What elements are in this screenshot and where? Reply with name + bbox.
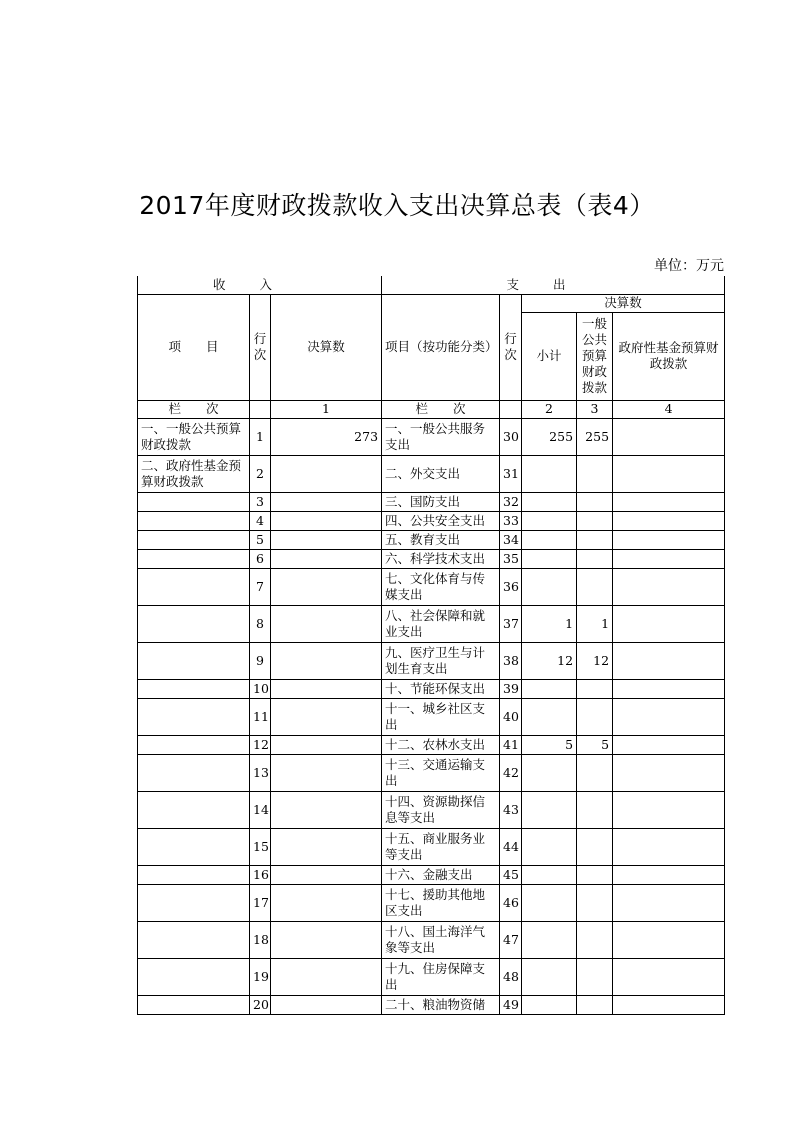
- expense-header: 支出: [382, 276, 725, 294]
- line-no-cell: 18: [250, 921, 271, 958]
- amount-cell: [271, 921, 382, 958]
- income-item-cell: [138, 828, 250, 865]
- amount-cell: [271, 754, 382, 791]
- line-no2-cell: 41: [500, 735, 522, 754]
- subtotal-cell: 1: [522, 605, 577, 642]
- table-row: [138, 492, 725, 511]
- line-no-cell: 15: [250, 828, 271, 865]
- column-header-row-1: [138, 294, 725, 312]
- line-no-cell: 10: [250, 679, 271, 698]
- general-budget-cell: [577, 698, 613, 735]
- amount-cell: [271, 642, 382, 679]
- subtotal-cell: [522, 828, 577, 865]
- line-no-cell: 7: [250, 568, 271, 605]
- amount-cell: [271, 549, 382, 568]
- subtotal-cell: [522, 754, 577, 791]
- line-no-header: 行次: [250, 294, 271, 400]
- line-no-cell: 4: [250, 511, 271, 530]
- table-row: [138, 958, 725, 995]
- income-item-cell: 一、一般公共预算财政拨款: [138, 418, 250, 455]
- subtotal-cell: [522, 921, 577, 958]
- expense-item-cell: 七、文化体育与传媒支出: [382, 568, 500, 605]
- expense-item-cell: 五、教育支出: [382, 530, 500, 549]
- line-no2-cell: 33: [500, 511, 522, 530]
- line-no2-cell: 39: [500, 679, 522, 698]
- fund-budget-cell: [613, 735, 725, 754]
- general-budget-cell: [577, 754, 613, 791]
- income-item-cell: [138, 791, 250, 828]
- column-label: 栏 次: [138, 400, 250, 418]
- line-no-cell: 19: [250, 958, 271, 995]
- income-item-cell: [138, 568, 250, 605]
- line-no2-cell: 45: [500, 865, 522, 884]
- column-number-row: [138, 400, 725, 418]
- line-no2-cell: 35: [500, 549, 522, 568]
- amount-cell: [271, 791, 382, 828]
- general-budget-cell: [577, 530, 613, 549]
- subtotal-cell: [522, 530, 577, 549]
- line-no2-cell: 37: [500, 605, 522, 642]
- line-no-cell: 8: [250, 605, 271, 642]
- line-no-cell: 3: [250, 492, 271, 511]
- subtotal-cell: [522, 884, 577, 921]
- general-budget-cell: 12: [577, 642, 613, 679]
- subtotal-cell: [522, 995, 577, 1014]
- expense-item-cell: 二、外交支出: [382, 455, 500, 492]
- subtotal-cell: [522, 492, 577, 511]
- expense-item-cell: 十六、金融支出: [382, 865, 500, 884]
- fund-budget-cell: [613, 530, 725, 549]
- line-no-cell: 5: [250, 530, 271, 549]
- general-budget-cell: [577, 958, 613, 995]
- func-item-header: 项目（按功能分类）: [382, 294, 500, 400]
- subtotal-cell: 12: [522, 642, 577, 679]
- subtotal-cell: [522, 455, 577, 492]
- table-row: [138, 698, 725, 735]
- fund-budget-cell: [613, 418, 725, 455]
- table-row: [138, 530, 725, 549]
- table-row: [138, 735, 725, 754]
- column-number-4: 4: [613, 400, 725, 418]
- amount-cell: [271, 511, 382, 530]
- income-item-cell: 二、政府性基金预算财政拨款: [138, 455, 250, 492]
- column-number-3: 3: [577, 400, 613, 418]
- line-no-cell: 2: [250, 455, 271, 492]
- table-row: [138, 921, 725, 958]
- line-no2-cell: 32: [500, 492, 522, 511]
- fund-budget-cell: [613, 958, 725, 995]
- expense-item-cell: 十一、城乡社区支出: [382, 698, 500, 735]
- table-row: [138, 511, 725, 530]
- amount-cell: [271, 995, 382, 1014]
- amount-cell: [271, 735, 382, 754]
- budget-table: [137, 276, 725, 1015]
- fund-budget-cell: [613, 605, 725, 642]
- table-row: [138, 995, 725, 1014]
- line-no2-cell: 38: [500, 642, 522, 679]
- income-item-cell: [138, 549, 250, 568]
- column-number-2: 2: [522, 400, 577, 418]
- line-no-cell: 17: [250, 884, 271, 921]
- line-no-cell: 14: [250, 791, 271, 828]
- amount-cell: [271, 958, 382, 995]
- income-item-cell: [138, 530, 250, 549]
- subtotal-cell: [522, 865, 577, 884]
- expense-item-cell: 十七、援助其他地区支出: [382, 884, 500, 921]
- income-item-cell: [138, 492, 250, 511]
- income-item-cell: [138, 921, 250, 958]
- general-budget-cell: [577, 492, 613, 511]
- income-item-cell: [138, 735, 250, 754]
- fund-budget-cell: [613, 791, 725, 828]
- line-no2-cell: 49: [500, 995, 522, 1014]
- general-budget-cell: [577, 679, 613, 698]
- fund-budget-cell: [613, 568, 725, 605]
- general-budget-cell: [577, 884, 613, 921]
- table-row: [138, 791, 725, 828]
- table-row: [138, 605, 725, 642]
- income-item-cell: [138, 679, 250, 698]
- income-item-cell: [138, 865, 250, 884]
- subtotal-cell: 255: [522, 418, 577, 455]
- income-item-cell: [138, 884, 250, 921]
- line-no2-cell: 43: [500, 791, 522, 828]
- section-header-row: [138, 276, 725, 294]
- line-no2-cell: 46: [500, 884, 522, 921]
- line-no-cell: 6: [250, 549, 271, 568]
- amount-cell: [271, 568, 382, 605]
- fund-budget-cell: [613, 698, 725, 735]
- line-no2-cell: 36: [500, 568, 522, 605]
- general-budget-cell: 255: [577, 418, 613, 455]
- amount-header: 决算数: [271, 294, 382, 400]
- line-no2-cell: 48: [500, 958, 522, 995]
- fund-budget-cell: [613, 865, 725, 884]
- expense-item-cell: 十九、住房保障支出: [382, 958, 500, 995]
- table-row: [138, 754, 725, 791]
- amount-cell: [271, 530, 382, 549]
- expense-item-cell: 十八、国土海洋气象等支出: [382, 921, 500, 958]
- general-budget-cell: [577, 549, 613, 568]
- fund-budget-cell: [613, 549, 725, 568]
- table-row: [138, 828, 725, 865]
- income-item-cell: [138, 958, 250, 995]
- expense-item-cell: 六、科学技术支出: [382, 549, 500, 568]
- expense-item-cell: 二十、粮油物资储: [382, 995, 500, 1014]
- fund-budget-header: 政府性基金预算财政拨款: [613, 312, 725, 400]
- fund-budget-cell: [613, 921, 725, 958]
- expense-item-cell: 十三、交通运输支出: [382, 754, 500, 791]
- general-budget-cell: [577, 791, 613, 828]
- income-header: 收入: [138, 276, 382, 294]
- table-row: [138, 884, 725, 921]
- line-no2-header: 行次: [500, 294, 522, 400]
- income-item-cell: [138, 511, 250, 530]
- line-no-cell: 16: [250, 865, 271, 884]
- amount-cell: [271, 605, 382, 642]
- general-budget-cell: 1: [577, 605, 613, 642]
- table-row: [138, 679, 725, 698]
- item-header: 项 目: [138, 294, 250, 400]
- column-label-2: 栏 次: [382, 400, 500, 418]
- line-no2-cell: 44: [500, 828, 522, 865]
- income-item-cell: [138, 995, 250, 1014]
- expense-item-cell: 十、节能环保支出: [382, 679, 500, 698]
- fund-budget-cell: [613, 492, 725, 511]
- line-no2-cell: 30: [500, 418, 522, 455]
- general-budget-cell: [577, 995, 613, 1014]
- subtotal-cell: [522, 958, 577, 995]
- table-row: [138, 549, 725, 568]
- income-item-cell: [138, 754, 250, 791]
- fund-budget-cell: [613, 511, 725, 530]
- table-row: [138, 642, 725, 679]
- line-no2-cell: 40: [500, 698, 522, 735]
- subtotal-cell: [522, 568, 577, 605]
- line-no-cell: 1: [250, 418, 271, 455]
- income-item-cell: [138, 698, 250, 735]
- income-item-cell: [138, 605, 250, 642]
- line-no-cell: 13: [250, 754, 271, 791]
- subtotal-cell: [522, 511, 577, 530]
- amount-cell: [271, 455, 382, 492]
- general-budget-cell: [577, 455, 613, 492]
- expense-item-cell: 十二、农林水支出: [382, 735, 500, 754]
- line-no2-cell: 47: [500, 921, 522, 958]
- line-no-cell: 9: [250, 642, 271, 679]
- page-title: 2017年度财政拨款收入支出决算总表（表4）: [139, 191, 655, 220]
- expense-item-cell: 一、一般公共服务支出: [382, 418, 500, 455]
- fund-budget-cell: [613, 828, 725, 865]
- subtotal-cell: [522, 791, 577, 828]
- table-row: [138, 418, 725, 455]
- amount-cell: [271, 828, 382, 865]
- income-item-cell: [138, 642, 250, 679]
- amount-cell: [271, 492, 382, 511]
- fund-budget-cell: [613, 642, 725, 679]
- subtotal-cell: [522, 698, 577, 735]
- subtotal-cell: [522, 549, 577, 568]
- general-budget-cell: [577, 568, 613, 605]
- expense-item-cell: 十四、资源勘探信息等支出: [382, 791, 500, 828]
- fund-budget-cell: [613, 884, 725, 921]
- subtotal-cell: [522, 679, 577, 698]
- fund-budget-cell: [613, 679, 725, 698]
- line-no2-cell: 31: [500, 455, 522, 492]
- line-no2-cell: 34: [500, 530, 522, 549]
- fund-budget-cell: [613, 455, 725, 492]
- expense-item-cell: 四、公共安全支出: [382, 511, 500, 530]
- line-no-cell: 20: [250, 995, 271, 1014]
- expense-item-cell: 十五、商业服务业等支出: [382, 828, 500, 865]
- general-budget-cell: [577, 921, 613, 958]
- line-no2-cell: 42: [500, 754, 522, 791]
- amount-cell: 273: [271, 418, 382, 455]
- subtotal-header: 小计: [522, 312, 577, 400]
- fund-budget-cell: [613, 754, 725, 791]
- amount-cell: [271, 679, 382, 698]
- line-no-cell: 11: [250, 698, 271, 735]
- general-budget-cell: [577, 511, 613, 530]
- amount-cell: [271, 865, 382, 884]
- general-budget-header: 一般公共预算财政拨款: [577, 312, 613, 400]
- subtotal-cell: 5: [522, 735, 577, 754]
- general-budget-cell: [577, 865, 613, 884]
- expense-item-cell: 三、国防支出: [382, 492, 500, 511]
- table-row: [138, 568, 725, 605]
- amount-cell: [271, 884, 382, 921]
- expense-item-cell: 九、医疗卫生与计划生育支出: [382, 642, 500, 679]
- unit-label: 单位：万元: [654, 258, 724, 274]
- amount-cell: [271, 698, 382, 735]
- fund-budget-cell: [613, 995, 725, 1014]
- table-row: [138, 865, 725, 884]
- final-amount-header: 决算数: [522, 294, 725, 312]
- general-budget-cell: 5: [577, 735, 613, 754]
- expense-item-cell: 八、社会保障和就业支出: [382, 605, 500, 642]
- line-no-cell: 12: [250, 735, 271, 754]
- table-row: [138, 455, 725, 492]
- column-number-1: 1: [271, 400, 382, 418]
- general-budget-cell: [577, 828, 613, 865]
